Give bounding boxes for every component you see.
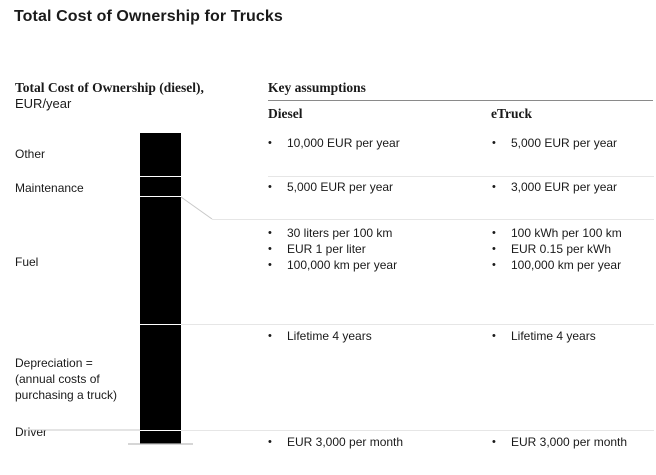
- diesel-maintenance-list: [268, 179, 393, 195]
- list-item: • 3,000 EUR per year: [492, 179, 617, 195]
- diesel-column-header: Diesel: [268, 106, 303, 121]
- etruck-driver-list: [492, 434, 627, 450]
- category-label-line: Driver: [15, 425, 47, 439]
- tco-header-unit: EUR/year: [15, 96, 72, 111]
- page-title: Total Cost of Ownership for Trucks: [14, 8, 283, 25]
- diesel-driver-list: [268, 434, 403, 450]
- diesel-fuel-list: [268, 225, 397, 273]
- category-label-line: (annual costs of: [15, 372, 100, 386]
- list-item: • 100,000 km per year: [268, 257, 397, 273]
- category-label-line: Other: [15, 147, 46, 161]
- category-label-line: Depreciation =: [15, 356, 93, 370]
- list-item: • 100,000 km per year: [492, 257, 622, 273]
- category-label-line: Maintenance: [15, 181, 84, 195]
- list-item: • 30 liters per 100 km: [268, 225, 397, 241]
- category-label-line: Fuel: [15, 255, 39, 269]
- etruck-fuel-list: [492, 225, 622, 273]
- category-label-line: purchasing a truck): [15, 388, 118, 402]
- list-item: • 100 kWh per 100 km: [492, 225, 622, 241]
- fuel-connector-line: [181, 197, 212, 219]
- key-assumptions-title: Key assumptions: [268, 80, 366, 95]
- diesel-depreciation-list: [268, 328, 372, 344]
- tco-header-title: Total Cost of Ownership (diesel),: [15, 80, 204, 95]
- list-item: • EUR 1 per liter: [268, 241, 397, 257]
- list-item: • EUR 3,000 per month: [492, 434, 627, 450]
- etruck-maintenance-list: [492, 179, 617, 195]
- list-item: • Lifetime 4 years: [268, 328, 372, 344]
- etruck-depreciation-list: [492, 328, 596, 344]
- diesel-other-list: [268, 135, 400, 151]
- list-item: • Lifetime 4 years: [492, 328, 596, 344]
- list-item: • 5,000 EUR per year: [268, 179, 393, 195]
- etruck-column-header: eTruck: [491, 106, 532, 121]
- etruck-other-list: [492, 135, 617, 151]
- list-item: • EUR 3,000 per month: [268, 434, 403, 450]
- list-item: • 10,000 EUR per year: [268, 135, 400, 151]
- list-item: • EUR 0.15 per kWh: [492, 241, 622, 257]
- list-item: • 5,000 EUR per year: [492, 135, 617, 151]
